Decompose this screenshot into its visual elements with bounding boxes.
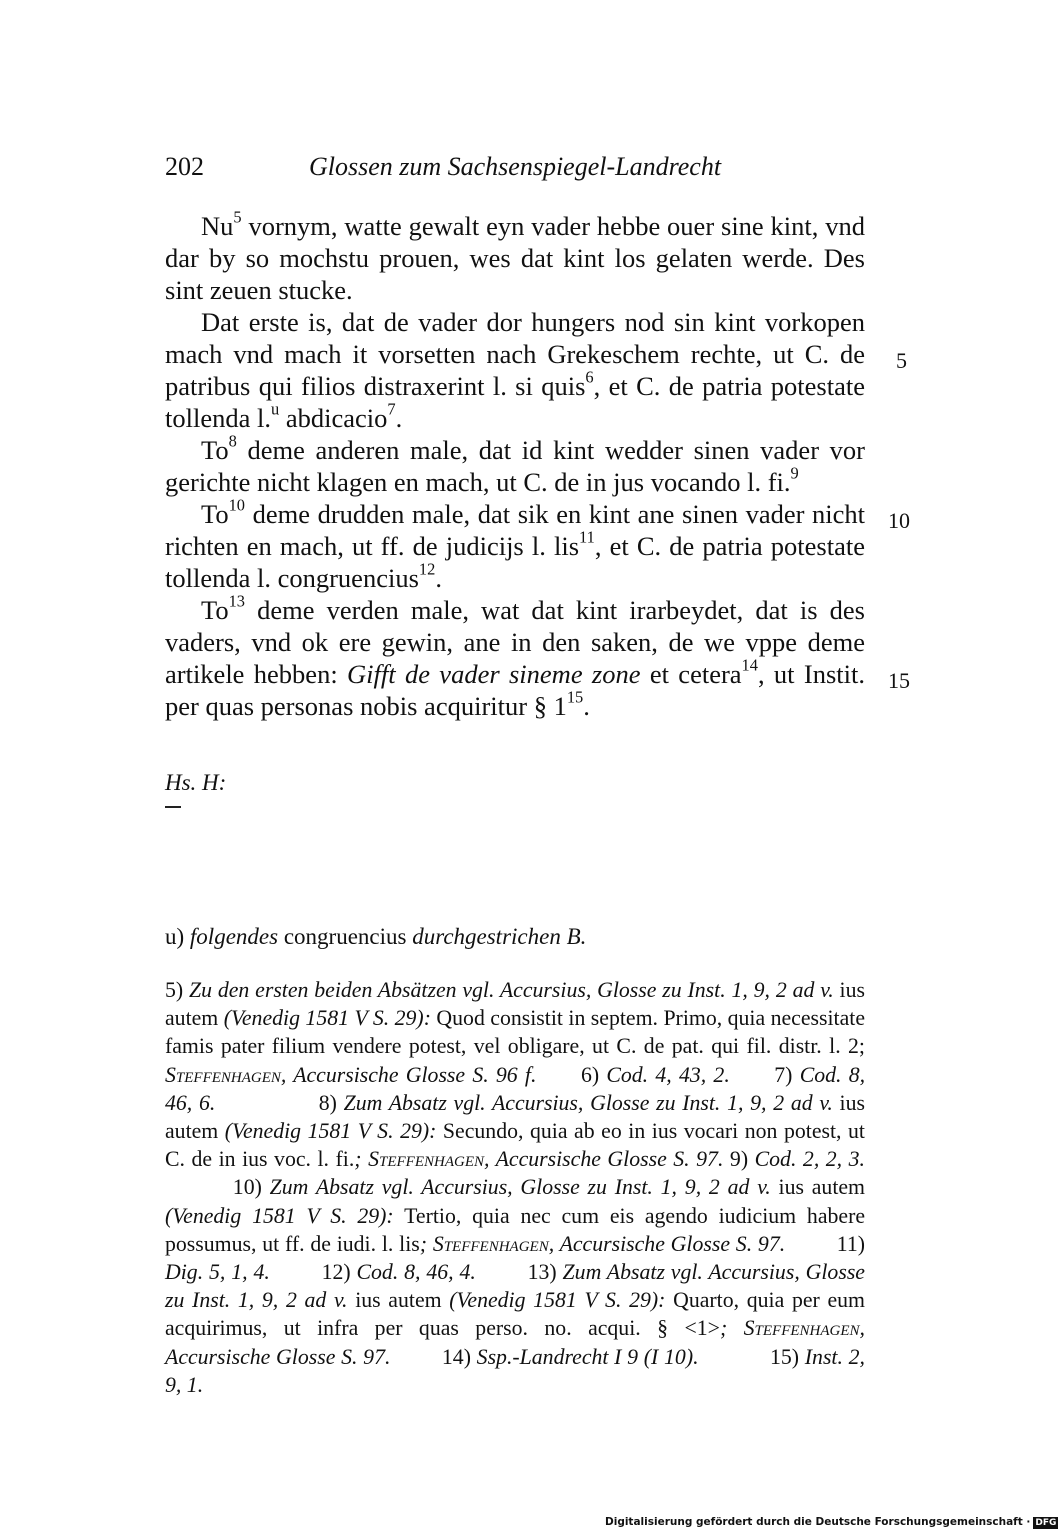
- dash-divider: [165, 806, 181, 808]
- footnote-10: 10) Zum Absatz vgl. Accursius, Glosse zu Inst. 1, 9, 2 ad v. ius autem (Venedig 1581 V S. 29): Tertio, quia nec cum eis agendo iudicium habere possumus, ut ff. de iudi. l. lis; Steffenhagen, Accursische Glosse S. 97.: [165, 1175, 866, 1256]
- footnote-7: 7) Cod. 8, 46, 6.: [165, 1062, 866, 1115]
- running-title: Glossen zum Sachsenspiegel-Landrecht: [308, 152, 722, 181]
- footnote-14: 14) Ssp.-Landrecht I 9 (I 10).: [441, 1344, 699, 1369]
- paragraph-3: To$^8$ deme anderen male, dat id kint wedder sinen vader vor gerichte nicht klagen en mach, ut C. de in jus vocando l. fi.$^9$: [165, 431, 865, 497]
- dfg-logo: DFG: [1035, 1518, 1057, 1528]
- line-number-10: 10: [888, 508, 910, 533]
- apparatus-note: u) folgendes congruencius durchgestrichen B.: [165, 924, 587, 949]
- paragraph-1: Nu$^5$ vornym, watte gewalt eyn vader hebbe ouer sine kint, vnd dar by so mochstu prouen, wes dat kint los gelaten werde. Des sint zeuen stucke.: [165, 207, 865, 305]
- footnotes: [165, 976, 865, 1399]
- footnote-6: 6) Cod. 4, 43, 2.: [580, 1062, 730, 1087]
- page-number: 202: [165, 152, 204, 181]
- footnote-5: 5) Zu den ersten beiden Absätzen vgl. Accursius, Glosse zu Inst. 1, 9, 2 ad v. ius autem (Venedig 1581 V S. 29): Quod consistit in septem. Primo, quia necessitate famis pater filium vendere potest, vel obligare, ut C. de pat. qui fil. distr. l. 2; Steffenhagen, Accursische Glosse S. 96 f.: [165, 978, 866, 1087]
- footnote-8: 8) Zum Absatz vgl. Accursius, Glosse zu Inst. 1, 9, 2 ad v. ius autem (Venedig 1581 V S. 29): Secundo, quia ab eo in ius vocari non potest, ut C. de in ius voc. l. fi.; Steffenhagen, Accursische Glosse S. 97.: [165, 1090, 865, 1172]
- paragraph-4: To$^{10}$ deme drudden male, dat sik en kint ane sinen vader nicht richten en mach, ut ff. de judicijs l. lis$^{11}$, et C. de patria potestate tollenda l. congruencius$^{12}$.: [165, 495, 865, 593]
- page-header: [165, 152, 865, 186]
- paragraph-5: To$^{13}$ deme verden male, wat dat kint irarbeydet, dat is des vaders, vnd ok ere gewin, ane in den saken, de we vppe deme artikele hebben: Gifft de vader sineme zone et cetera$^{14}$, ut Instit. per quas personas nobis acquiritur § $1^{15}$.: [165, 591, 865, 721]
- digitization-footer: Digitalisierung gefördert durch die Deutsche Forschungsgemeinschaft · DFG: [605, 1516, 1057, 1528]
- line-number-5: 5: [896, 348, 907, 373]
- footnote-13: 13) Zum Absatz vgl. Accursius, Glosse zu Inst. 1, 9, 2 ad v. ius autem (Venedig 1581 V S. 29): Quarto, quia per eum acquirimus, ut infra per quas perso. no. acqui. § <1>; Steffenhagen, Accursische Glosse S. 97.: [165, 1260, 865, 1369]
- footnote-11: 11) Dig. 5, 1, 4.: [165, 1231, 866, 1285]
- main-text: [165, 207, 865, 722]
- footnote-15: 15) Inst. 2, 9, 1.: [165, 1344, 865, 1397]
- footnote-9: 9) Cod. 2, 2, 3.: [729, 1147, 866, 1172]
- manuscript-label: Hs. H:: [165, 770, 227, 795]
- footnote-12: 12) Cod. 8, 46, 4.: [321, 1260, 476, 1285]
- paragraph-2: Dat erste is, dat de vader dor hungers nod sin kint vorkopen mach vnd mach it vorsetten nach Grekeschem rechte, ut C. de patribus qui filios distraxerint l. si quis$^6$, et C. de patria potestate tollenda l.$^u$ abdicacio$^7$.: [165, 307, 865, 433]
- line-number-15: 15: [888, 668, 910, 693]
